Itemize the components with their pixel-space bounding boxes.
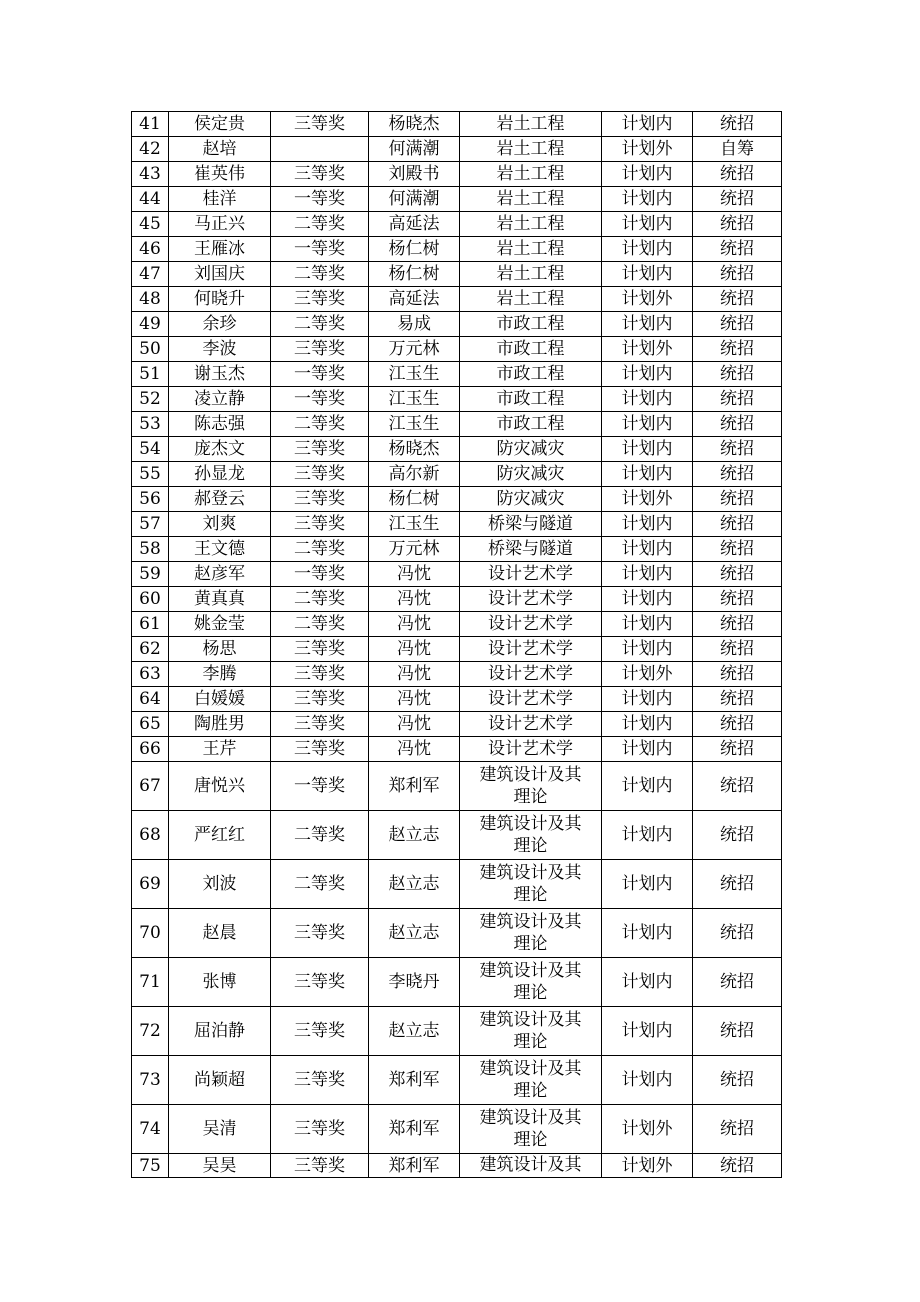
table-row	[132, 712, 782, 737]
table-row	[132, 637, 782, 662]
enrollment-type-cell: 统招	[693, 287, 782, 312]
major-cell: 建筑设计及其 理论	[460, 1105, 602, 1154]
table-row	[132, 412, 782, 437]
table-row	[132, 1007, 782, 1056]
major-cell: 防灾减灾	[460, 487, 602, 512]
enrollment-type-cell: 统招	[693, 162, 782, 187]
award-cell: 三等奖	[271, 687, 369, 712]
row-number-cell: 47	[132, 262, 169, 287]
plan-cell: 计划外	[602, 337, 693, 362]
row-number-cell: 73	[132, 1056, 169, 1105]
advisor-cell: 杨晓杰	[369, 437, 460, 462]
table-row	[132, 262, 782, 287]
advisor-cell: 江玉生	[369, 387, 460, 412]
student-name-cell: 王文德	[169, 537, 271, 562]
table-row	[132, 137, 782, 162]
student-name-cell: 侯定贵	[169, 112, 271, 137]
advisor-cell: 江玉生	[369, 512, 460, 537]
enrollment-type-cell: 统招	[693, 537, 782, 562]
enrollment-type-cell: 统招	[693, 437, 782, 462]
student-name-cell: 赵晨	[169, 909, 271, 958]
table-row	[132, 587, 782, 612]
plan-cell: 计划内	[602, 162, 693, 187]
plan-cell: 计划内	[602, 587, 693, 612]
award-cell: 三等奖	[271, 437, 369, 462]
advisor-cell: 郑利军	[369, 1056, 460, 1105]
advisor-cell: 高延法	[369, 287, 460, 312]
advisor-cell: 冯忱	[369, 662, 460, 687]
advisor-cell: 赵立志	[369, 860, 460, 909]
row-number-cell: 63	[132, 662, 169, 687]
plan-cell: 计划内	[602, 737, 693, 762]
row-number-cell: 65	[132, 712, 169, 737]
advisor-cell: 冯忱	[369, 712, 460, 737]
table-body	[132, 112, 782, 1178]
student-name-cell: 庞杰文	[169, 437, 271, 462]
student-name-cell: 陈志强	[169, 412, 271, 437]
table-row	[132, 1056, 782, 1105]
advisor-cell: 杨仁树	[369, 487, 460, 512]
student-name-cell: 赵彦军	[169, 562, 271, 587]
plan-cell: 计划内	[602, 387, 693, 412]
row-number-cell: 72	[132, 1007, 169, 1056]
award-cell: 三等奖	[271, 1007, 369, 1056]
major-cell: 岩土工程	[460, 187, 602, 212]
enrollment-type-cell: 统招	[693, 637, 782, 662]
enrollment-type-cell: 统招	[693, 462, 782, 487]
award-cell: 二等奖	[271, 811, 369, 860]
plan-cell: 计划外	[602, 487, 693, 512]
plan-cell: 计划内	[602, 687, 693, 712]
major-cell: 市政工程	[460, 312, 602, 337]
row-number-cell: 69	[132, 860, 169, 909]
plan-cell: 计划内	[602, 512, 693, 537]
award-cell: 三等奖	[271, 112, 369, 137]
table-row	[132, 909, 782, 958]
student-name-cell: 余珍	[169, 312, 271, 337]
award-cell: 二等奖	[271, 860, 369, 909]
table-row	[132, 811, 782, 860]
award-cell: 一等奖	[271, 762, 369, 811]
table-row	[132, 662, 782, 687]
student-name-cell: 姚金莹	[169, 612, 271, 637]
plan-cell: 计划内	[602, 562, 693, 587]
award-cell: 三等奖	[271, 512, 369, 537]
award-cell: 三等奖	[271, 909, 369, 958]
enrollment-type-cell: 统招	[693, 1154, 782, 1178]
enrollment-type-cell: 统招	[693, 687, 782, 712]
student-name-cell: 李腾	[169, 662, 271, 687]
student-name-cell: 杨思	[169, 637, 271, 662]
table-row	[132, 1105, 782, 1154]
award-cell: 一等奖	[271, 237, 369, 262]
row-number-cell: 45	[132, 212, 169, 237]
student-name-cell: 吴昊	[169, 1154, 271, 1178]
advisor-cell: 高延法	[369, 212, 460, 237]
advisor-cell: 江玉生	[369, 362, 460, 387]
table-row	[132, 437, 782, 462]
major-cell: 市政工程	[460, 337, 602, 362]
plan-cell: 计划外	[602, 662, 693, 687]
plan-cell: 计划内	[602, 262, 693, 287]
row-number-cell: 50	[132, 337, 169, 362]
row-number-cell: 56	[132, 487, 169, 512]
enrollment-type-cell: 统招	[693, 1056, 782, 1105]
scholarship-table	[131, 111, 782, 1178]
row-number-cell: 62	[132, 637, 169, 662]
enrollment-type-cell: 统招	[693, 487, 782, 512]
plan-cell: 计划内	[602, 712, 693, 737]
enrollment-type-cell: 统招	[693, 587, 782, 612]
plan-cell: 计划内	[602, 637, 693, 662]
enrollment-type-cell: 统招	[693, 312, 782, 337]
major-cell: 岩土工程	[460, 287, 602, 312]
plan-cell: 计划内	[602, 187, 693, 212]
advisor-cell: 易成	[369, 312, 460, 337]
row-number-cell: 64	[132, 687, 169, 712]
enrollment-type-cell: 统招	[693, 612, 782, 637]
major-cell: 防灾减灾	[460, 437, 602, 462]
enrollment-type-cell: 统招	[693, 860, 782, 909]
award-cell: 二等奖	[271, 312, 369, 337]
row-number-cell: 67	[132, 762, 169, 811]
advisor-cell: 何满潮	[369, 137, 460, 162]
award-cell: 三等奖	[271, 162, 369, 187]
major-cell: 建筑设计及其 理论	[460, 1056, 602, 1105]
table-row	[132, 1154, 782, 1178]
student-name-cell: 王雁冰	[169, 237, 271, 262]
advisor-cell: 赵立志	[369, 909, 460, 958]
table-row	[132, 162, 782, 187]
award-cell: 三等奖	[271, 637, 369, 662]
advisor-cell: 赵立志	[369, 811, 460, 860]
row-number-cell: 42	[132, 137, 169, 162]
advisor-cell: 冯忱	[369, 637, 460, 662]
enrollment-type-cell: 统招	[693, 512, 782, 537]
row-number-cell: 41	[132, 112, 169, 137]
student-name-cell: 崔英伟	[169, 162, 271, 187]
advisor-cell: 郑利军	[369, 762, 460, 811]
award-cell: 三等奖	[271, 1154, 369, 1178]
advisor-cell: 杨仁树	[369, 262, 460, 287]
plan-cell: 计划内	[602, 860, 693, 909]
row-number-cell: 60	[132, 587, 169, 612]
plan-cell: 计划内	[602, 958, 693, 1007]
table-row	[132, 462, 782, 487]
plan-cell: 计划内	[602, 537, 693, 562]
major-cell: 市政工程	[460, 362, 602, 387]
advisor-cell: 杨晓杰	[369, 112, 460, 137]
table-row	[132, 187, 782, 212]
enrollment-type-cell: 统招	[693, 958, 782, 1007]
enrollment-type-cell: 统招	[693, 187, 782, 212]
advisor-cell: 冯忱	[369, 687, 460, 712]
row-number-cell: 46	[132, 237, 169, 262]
plan-cell: 计划内	[602, 612, 693, 637]
award-cell: 三等奖	[271, 1105, 369, 1154]
major-cell: 设计艺术学	[460, 662, 602, 687]
award-cell: 三等奖	[271, 1056, 369, 1105]
award-cell	[271, 137, 369, 162]
award-cell: 二等奖	[271, 587, 369, 612]
student-name-cell: 刘国庆	[169, 262, 271, 287]
major-cell: 建筑设计及其 理论	[460, 1007, 602, 1056]
enrollment-type-cell: 统招	[693, 712, 782, 737]
enrollment-type-cell: 统招	[693, 337, 782, 362]
major-cell: 设计艺术学	[460, 737, 602, 762]
table-row	[132, 512, 782, 537]
award-cell: 三等奖	[271, 287, 369, 312]
row-number-cell: 55	[132, 462, 169, 487]
student-name-cell: 孙显龙	[169, 462, 271, 487]
major-cell: 岩土工程	[460, 162, 602, 187]
plan-cell: 计划内	[602, 237, 693, 262]
row-number-cell: 49	[132, 312, 169, 337]
major-cell: 设计艺术学	[460, 712, 602, 737]
enrollment-type-cell: 统招	[693, 909, 782, 958]
advisor-cell: 冯忱	[369, 587, 460, 612]
enrollment-type-cell: 统招	[693, 1105, 782, 1154]
major-cell: 桥梁与隧道	[460, 512, 602, 537]
advisor-cell: 万元林	[369, 337, 460, 362]
award-cell: 三等奖	[271, 662, 369, 687]
plan-cell: 计划内	[602, 312, 693, 337]
row-number-cell: 52	[132, 387, 169, 412]
plan-cell: 计划内	[602, 212, 693, 237]
row-number-cell: 57	[132, 512, 169, 537]
table-row	[132, 287, 782, 312]
student-name-cell: 刘波	[169, 860, 271, 909]
row-number-cell: 58	[132, 537, 169, 562]
table-row	[132, 687, 782, 712]
row-number-cell: 48	[132, 287, 169, 312]
student-name-cell: 黄真真	[169, 587, 271, 612]
award-cell: 三等奖	[271, 712, 369, 737]
plan-cell: 计划内	[602, 437, 693, 462]
major-cell: 设计艺术学	[460, 637, 602, 662]
student-name-cell: 郝登云	[169, 487, 271, 512]
plan-cell: 计划内	[602, 762, 693, 811]
table-row	[132, 362, 782, 387]
advisor-cell: 冯忱	[369, 562, 460, 587]
table-row	[132, 612, 782, 637]
advisor-cell: 冯忱	[369, 737, 460, 762]
award-cell: 二等奖	[271, 262, 369, 287]
award-cell: 一等奖	[271, 362, 369, 387]
enrollment-type-cell: 统招	[693, 737, 782, 762]
enrollment-type-cell: 统招	[693, 562, 782, 587]
row-number-cell: 44	[132, 187, 169, 212]
student-name-cell: 赵培	[169, 137, 271, 162]
major-cell: 市政工程	[460, 387, 602, 412]
major-cell: 设计艺术学	[460, 587, 602, 612]
row-number-cell: 75	[132, 1154, 169, 1178]
major-cell: 建筑设计及其 理论	[460, 958, 602, 1007]
enrollment-type-cell: 统招	[693, 662, 782, 687]
major-cell: 建筑设计及其 理论	[460, 811, 602, 860]
enrollment-type-cell: 自筹	[693, 137, 782, 162]
student-name-cell: 严红红	[169, 811, 271, 860]
plan-cell: 计划内	[602, 909, 693, 958]
major-cell: 桥梁与隧道	[460, 537, 602, 562]
major-cell: 设计艺术学	[460, 562, 602, 587]
award-cell: 一等奖	[271, 562, 369, 587]
student-name-cell: 王芹	[169, 737, 271, 762]
plan-cell: 计划内	[602, 811, 693, 860]
student-name-cell: 何晓升	[169, 287, 271, 312]
row-number-cell: 70	[132, 909, 169, 958]
advisor-cell: 杨仁树	[369, 237, 460, 262]
award-cell: 三等奖	[271, 462, 369, 487]
advisor-cell: 郑利军	[369, 1154, 460, 1178]
student-name-cell: 刘爽	[169, 512, 271, 537]
row-number-cell: 71	[132, 958, 169, 1007]
advisor-cell: 刘殿书	[369, 162, 460, 187]
row-number-cell: 53	[132, 412, 169, 437]
advisor-cell: 李晓丹	[369, 958, 460, 1007]
award-cell: 二等奖	[271, 212, 369, 237]
enrollment-type-cell: 统招	[693, 112, 782, 137]
student-name-cell: 凌立静	[169, 387, 271, 412]
major-cell: 建筑设计及其 理论	[460, 860, 602, 909]
award-cell: 一等奖	[271, 387, 369, 412]
student-name-cell: 谢玉杰	[169, 362, 271, 387]
student-name-cell: 白媛媛	[169, 687, 271, 712]
plan-cell: 计划内	[602, 462, 693, 487]
plan-cell: 计划内	[602, 1007, 693, 1056]
table-row	[132, 312, 782, 337]
award-cell: 三等奖	[271, 958, 369, 1007]
student-name-cell: 屈泊静	[169, 1007, 271, 1056]
plan-cell: 计划内	[602, 412, 693, 437]
table-row	[132, 237, 782, 262]
major-cell: 市政工程	[460, 412, 602, 437]
row-number-cell: 66	[132, 737, 169, 762]
student-name-cell: 陶胜男	[169, 712, 271, 737]
student-name-cell: 李波	[169, 337, 271, 362]
row-number-cell: 51	[132, 362, 169, 387]
award-cell: 二等奖	[271, 412, 369, 437]
enrollment-type-cell: 统招	[693, 262, 782, 287]
advisor-cell: 何满潮	[369, 187, 460, 212]
student-name-cell: 尚颖超	[169, 1056, 271, 1105]
major-cell: 岩土工程	[460, 262, 602, 287]
table-row	[132, 387, 782, 412]
award-cell: 一等奖	[271, 187, 369, 212]
advisor-cell: 冯忱	[369, 612, 460, 637]
table-row	[132, 562, 782, 587]
plan-cell: 计划外	[602, 1154, 693, 1178]
major-cell: 建筑设计及其 理论	[460, 909, 602, 958]
student-name-cell: 唐悦兴	[169, 762, 271, 811]
major-cell: 岩土工程	[460, 112, 602, 137]
enrollment-type-cell: 统招	[693, 1007, 782, 1056]
award-cell: 三等奖	[271, 337, 369, 362]
row-number-cell: 59	[132, 562, 169, 587]
row-number-cell: 43	[132, 162, 169, 187]
table-row	[132, 337, 782, 362]
table-row	[132, 487, 782, 512]
award-cell: 二等奖	[271, 612, 369, 637]
major-cell: 防灾减灾	[460, 462, 602, 487]
enrollment-type-cell: 统招	[693, 362, 782, 387]
advisor-cell: 万元林	[369, 537, 460, 562]
table-row	[132, 737, 782, 762]
plan-cell: 计划外	[602, 287, 693, 312]
row-number-cell: 61	[132, 612, 169, 637]
enrollment-type-cell: 统招	[693, 412, 782, 437]
row-number-cell: 74	[132, 1105, 169, 1154]
enrollment-type-cell: 统招	[693, 212, 782, 237]
major-cell: 岩土工程	[460, 212, 602, 237]
row-number-cell: 54	[132, 437, 169, 462]
student-name-cell: 桂洋	[169, 187, 271, 212]
student-name-cell: 张博	[169, 958, 271, 1007]
student-name-cell: 马正兴	[169, 212, 271, 237]
enrollment-type-cell: 统招	[693, 811, 782, 860]
student-name-cell: 吴清	[169, 1105, 271, 1154]
major-cell: 建筑设计及其	[460, 1154, 602, 1178]
advisor-cell: 赵立志	[369, 1007, 460, 1056]
award-cell: 二等奖	[271, 537, 369, 562]
plan-cell: 计划外	[602, 137, 693, 162]
advisor-cell: 高尔新	[369, 462, 460, 487]
major-cell: 设计艺术学	[460, 612, 602, 637]
row-number-cell: 68	[132, 811, 169, 860]
table-row	[132, 762, 782, 811]
enrollment-type-cell: 统招	[693, 387, 782, 412]
table-row	[132, 112, 782, 137]
advisor-cell: 郑利军	[369, 1105, 460, 1154]
table-row	[132, 212, 782, 237]
major-cell: 设计艺术学	[460, 687, 602, 712]
table-row	[132, 537, 782, 562]
table-row	[132, 860, 782, 909]
enrollment-type-cell: 统招	[693, 237, 782, 262]
plan-cell: 计划外	[602, 1105, 693, 1154]
table-row	[132, 958, 782, 1007]
plan-cell: 计划内	[602, 1056, 693, 1105]
plan-cell: 计划内	[602, 362, 693, 387]
award-cell: 三等奖	[271, 487, 369, 512]
enrollment-type-cell: 统招	[693, 762, 782, 811]
plan-cell: 计划内	[602, 112, 693, 137]
major-cell: 岩土工程	[460, 137, 602, 162]
major-cell: 建筑设计及其 理论	[460, 762, 602, 811]
award-cell: 三等奖	[271, 737, 369, 762]
major-cell: 岩土工程	[460, 237, 602, 262]
advisor-cell: 江玉生	[369, 412, 460, 437]
